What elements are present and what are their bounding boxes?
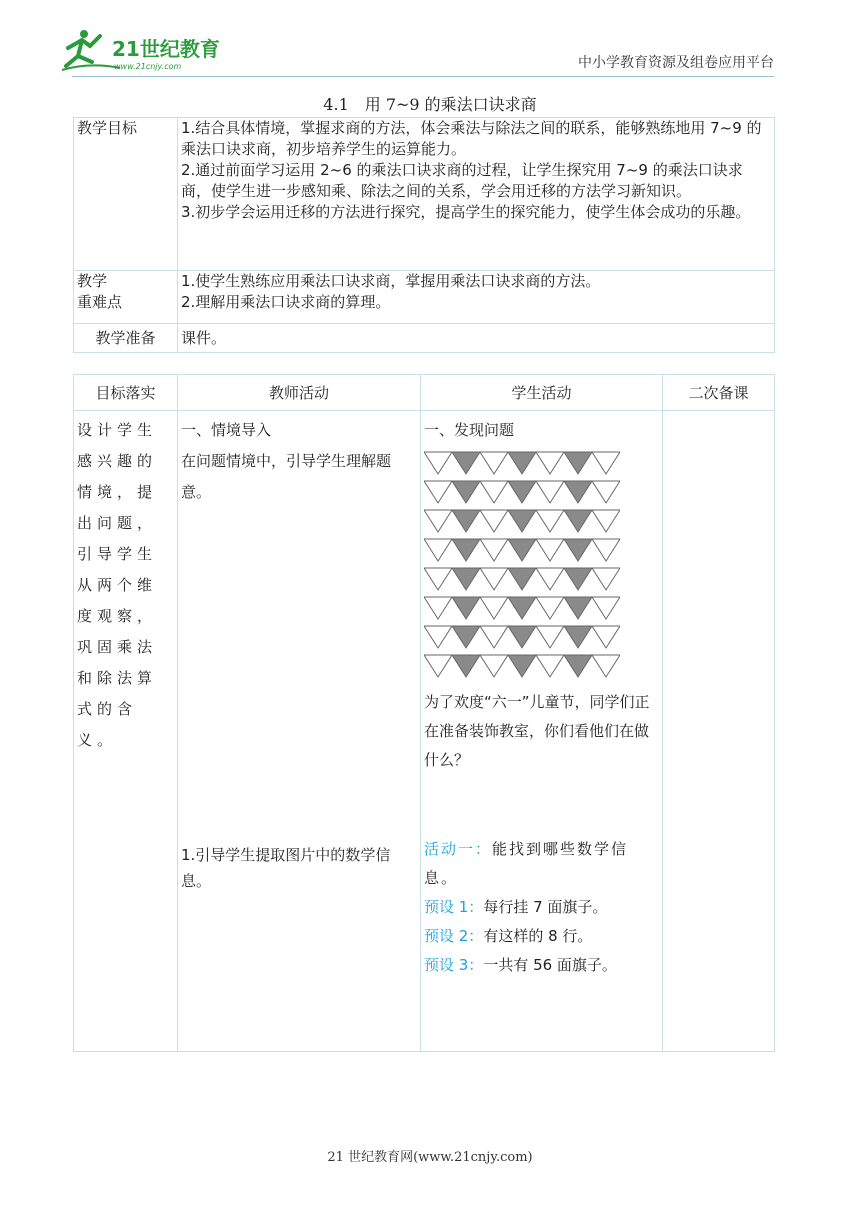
flag-triangle: [452, 655, 480, 677]
flag-triangle: [452, 568, 480, 590]
flag-triangle: [480, 510, 508, 532]
flag-triangle: [424, 510, 452, 532]
row-label-line: 教学: [77, 272, 108, 290]
student-cell: [421, 411, 663, 1052]
teacher-section-title: 一、情境导入: [181, 421, 272, 439]
flag-triangle: [536, 568, 564, 590]
flag-triangle: [480, 655, 508, 677]
flags-illustration: [424, 448, 620, 680]
activity-label: 活动一：: [424, 840, 493, 858]
column-header: 目标落实: [74, 375, 178, 411]
flag-triangle: [424, 597, 452, 619]
teacher-cell: [178, 411, 421, 1052]
revision-cell: [663, 411, 775, 1052]
flag-triangle: [564, 510, 592, 532]
teacher-intro: 在问题情境中，引导学生理解题意。: [181, 452, 392, 501]
flag-triangle: [592, 597, 620, 619]
flag-triangle: [452, 597, 480, 619]
flag-triangle: [536, 655, 564, 677]
flag-triangle: [536, 510, 564, 532]
flag-triangle: [424, 481, 452, 503]
flag-triangle: [592, 510, 620, 532]
column-header: 二次备课: [663, 375, 775, 411]
row-label: [74, 271, 178, 324]
preset-label: 预设 2：: [424, 927, 484, 945]
flag-triangle: [424, 452, 452, 474]
row-content: 课件。: [178, 324, 775, 353]
platform-name: 中小学教育资源及组卷应用平台: [578, 55, 774, 71]
key-point-line: 1.使学生熟练应用乘法口诀求商，掌握用乘法口诀求商的方法。: [181, 272, 601, 290]
preset-label: 预设 1：: [424, 898, 484, 916]
flag-triangle: [536, 481, 564, 503]
flag-triangle: [592, 626, 620, 648]
flag-triangle: [564, 597, 592, 619]
flag-triangle: [592, 452, 620, 474]
flag-triangle: [592, 655, 620, 677]
goal-line: 2.通过前面学习运用 2~6 的乘法口诀求商的过程，让学生探究用 7~9 的乘法口诀求商，使学生进一步感知乘、除法之间的关系，学会用迁移的方法学习新知识。: [181, 161, 743, 200]
flag-triangle: [480, 539, 508, 561]
row-content: [178, 271, 775, 324]
flag-triangle: [564, 539, 592, 561]
flag-triangle: [424, 539, 452, 561]
table-row: [74, 411, 775, 1052]
flag-triangle: [536, 597, 564, 619]
flag-triangle: [564, 568, 592, 590]
flag-triangle: [592, 568, 620, 590]
teacher-step-1: 1.引导学生提取图片中的数学信息。: [181, 846, 391, 890]
flag-triangle: [508, 539, 536, 561]
table-row: [74, 271, 775, 324]
row-content: [178, 118, 775, 271]
logo-url: www.21cnjy.com: [114, 62, 182, 71]
flag-triangle: [452, 481, 480, 503]
page-title: 4.1 用 7~9 的乘法口诀求商: [323, 95, 537, 114]
flag-triangle: [508, 568, 536, 590]
flag-triangle: [480, 481, 508, 503]
header-divider: [72, 76, 774, 77]
flag-triangle: [508, 481, 536, 503]
goal-text: 设计学生感兴趣的情境，提出问题，引导学生从两个维度观察，巩固乘法和除法算式的含义。: [77, 421, 158, 749]
flag-triangle: [564, 452, 592, 474]
logo-text: 21世纪教育: [112, 37, 220, 61]
student-section-title: 一、发现问题: [424, 421, 515, 439]
row-label-line: 重难点: [77, 293, 123, 311]
flag-triangle: [508, 510, 536, 532]
goal-line: 1.结合具体情境，掌握求商的方法，体会乘法与除法之间的联系，能够熟练地用 7~9 的乘法口诀求商，初步培养学生的运算能力。: [181, 119, 762, 158]
flag-triangle: [480, 597, 508, 619]
goal-line: 3.初步学会运用迁移的方法进行探究，提高学生的探究能力，使学生体会成功的乐趣。: [181, 203, 751, 221]
flag-triangle: [424, 655, 452, 677]
flag-triangle: [452, 510, 480, 532]
flag-triangle: [480, 568, 508, 590]
flag-triangle: [508, 626, 536, 648]
flag-triangle: [452, 452, 480, 474]
preset-label: 预设 3：: [424, 956, 484, 974]
flag-triangle: [564, 481, 592, 503]
site-logo: [60, 26, 230, 74]
flag-triangle: [564, 626, 592, 648]
page-footer: 21 世纪教育网(www.21cnjy.com): [327, 1150, 533, 1165]
flag-triangle: [564, 655, 592, 677]
flag-triangle: [508, 452, 536, 474]
preset-item: [424, 893, 659, 922]
flag-triangle: [424, 626, 452, 648]
goal-cell: [74, 411, 178, 1052]
column-header: 教师活动: [178, 375, 421, 411]
table-row: [74, 118, 775, 271]
preset-text: 每行挂 7 面旗子。: [483, 898, 608, 916]
flag-triangle: [536, 452, 564, 474]
flag-triangle: [480, 452, 508, 474]
flag-triangle: [592, 539, 620, 561]
flag-triangle: [452, 626, 480, 648]
flag-triangle: [508, 655, 536, 677]
key-point-line: 2.理解用乘法口诀求商的算理。: [181, 293, 391, 311]
flag-triangle: [536, 539, 564, 561]
flag-triangle: [536, 626, 564, 648]
row-label: 教学目标: [74, 118, 178, 271]
info-table: [73, 117, 775, 353]
flag-triangle: [424, 568, 452, 590]
preset-text: 有这样的 8 行。: [483, 927, 593, 945]
activity-text: 能找到哪些数学信息。: [424, 840, 629, 887]
flag-triangle: [480, 626, 508, 648]
preset-text: 一共有 56 面旗子。: [483, 956, 617, 974]
flag-triangle: [592, 481, 620, 503]
row-label: 教学准备: [74, 324, 178, 353]
flag-triangle: [508, 597, 536, 619]
student-story: 为了欢度“六一”儿童节，同学们正在准备装饰教室，你们看他们在做什么？: [424, 693, 650, 769]
table-row: [74, 324, 775, 353]
activity-table: [73, 374, 775, 1052]
table-header-row: [74, 375, 775, 411]
preset-item: [424, 951, 659, 980]
column-header: 学生活动: [421, 375, 663, 411]
preset-item: [424, 922, 659, 951]
flag-triangle: [452, 539, 480, 561]
